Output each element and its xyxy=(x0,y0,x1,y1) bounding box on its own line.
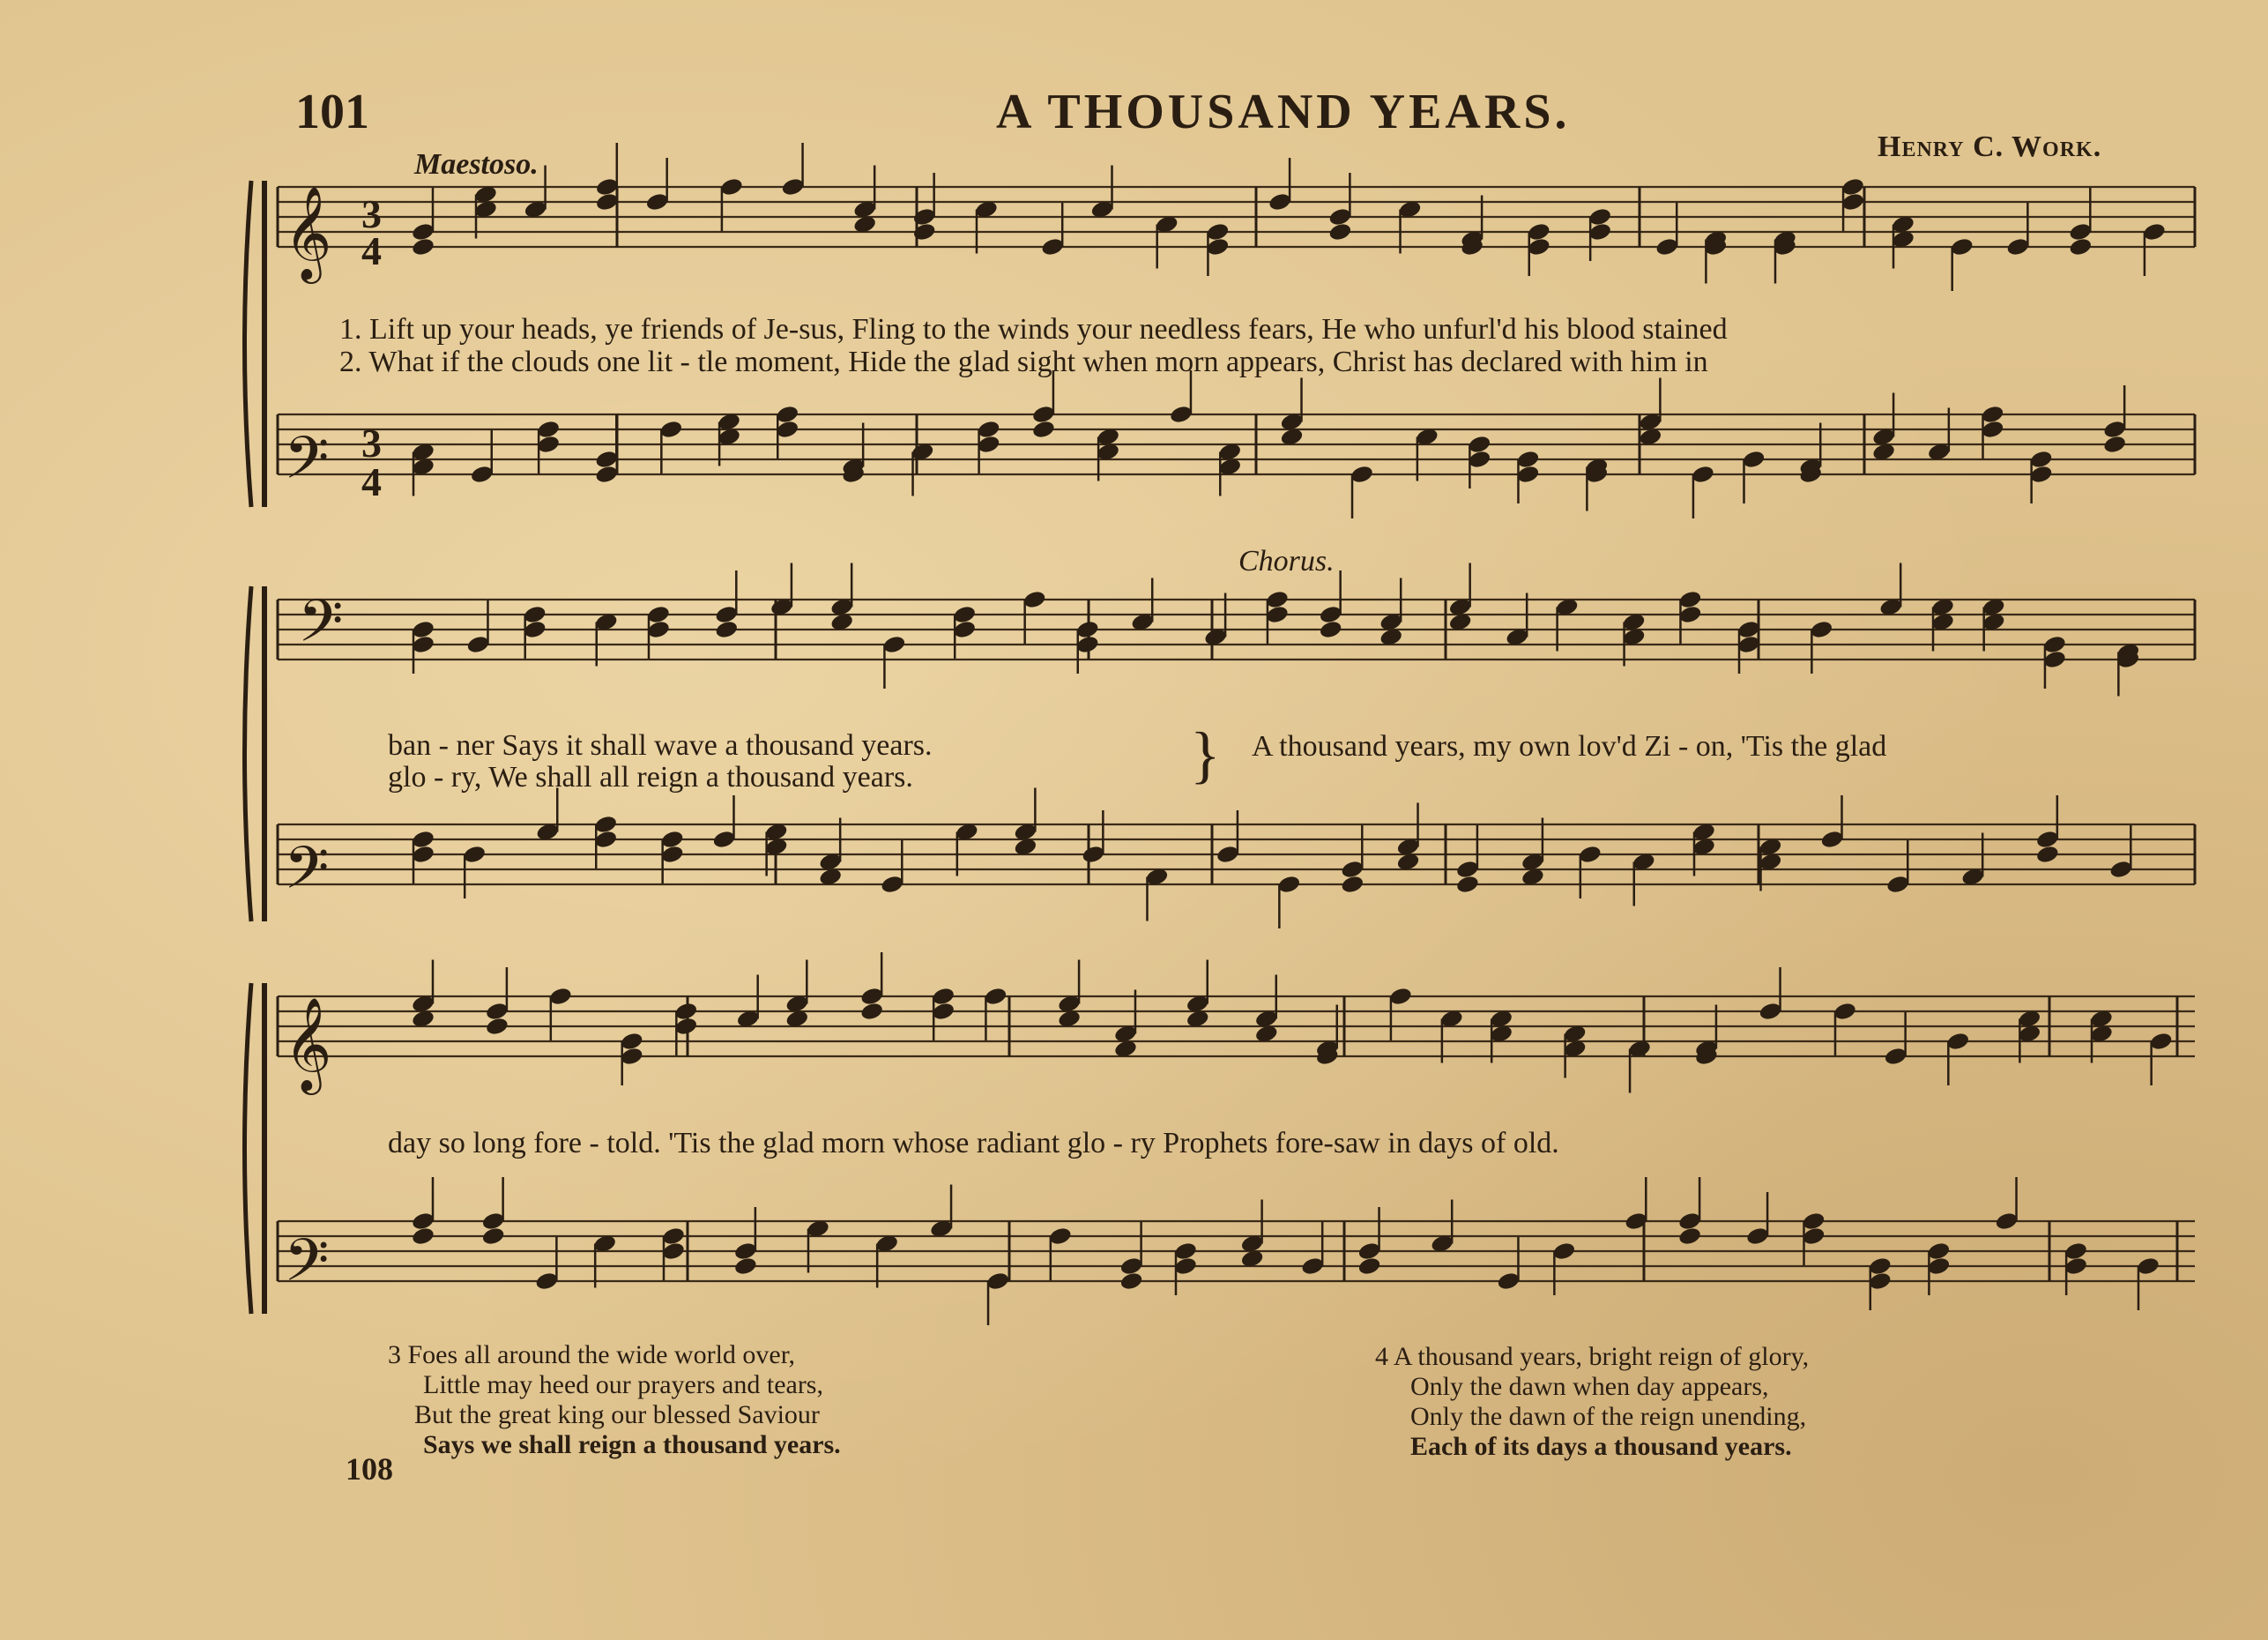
lyric-verse-1-cont: ban - ner Says it shall wave a thousand years. xyxy=(388,729,933,762)
footer-page-number: 108 xyxy=(346,1451,393,1487)
verse-brace: } xyxy=(1190,719,1221,790)
verse-3-line: Says we shall reign a thousand years. xyxy=(423,1430,841,1459)
note-head xyxy=(859,1001,884,1021)
svg-text:𝄞: 𝄞 xyxy=(284,185,332,280)
treble-clef-icon xyxy=(284,996,331,1095)
lyric-verse-2-cont: glo - ry, We shall all reign a thousand years. xyxy=(388,761,913,794)
composer-credit: Henry C. Work. xyxy=(1878,130,2102,163)
system-brace-curve xyxy=(245,181,252,507)
lyric-chorus-start: A thousand years, my own lov'd Zi - on, 'Tis the glad xyxy=(1252,730,1887,763)
note-head xyxy=(2068,236,2093,257)
verse-3 xyxy=(388,1340,841,1460)
verse-3-line: But the great king our blessed Saviour xyxy=(414,1400,820,1429)
note-head xyxy=(411,236,435,257)
note-head xyxy=(1340,874,1365,894)
verse-4 xyxy=(1375,1342,1809,1462)
lyric-chorus-end: day so long fore - told. 'Tis the glad morn whose radiant glo - ry Prophets fore-saw in days of old. xyxy=(388,1127,1559,1159)
note-head xyxy=(1319,619,1343,639)
verse-3-line: Little may heed our prayers and tears, xyxy=(423,1370,823,1399)
note-head xyxy=(714,619,739,639)
note-head xyxy=(1357,1256,1382,1276)
time-sig-bottom-bass: 4 xyxy=(361,459,382,504)
note-head xyxy=(1119,1271,1144,1291)
bass-clef-icon xyxy=(298,587,343,669)
verse-4-line: Only the dawn of the reign unending, xyxy=(1410,1402,1807,1431)
bass-clef-icon xyxy=(284,1226,329,1308)
note-head xyxy=(733,1256,758,1276)
svg-text:𝄢: 𝄢 xyxy=(284,834,330,916)
note-head xyxy=(481,1226,506,1246)
hymn-title: A THOUSAND YEARS. xyxy=(996,85,1571,139)
chorus-label: Chorus. xyxy=(1238,545,1335,578)
system-brace-curve xyxy=(245,983,252,1314)
verse-4-line: Only the dawn when day appears, xyxy=(1410,1372,1769,1401)
lyric-verse-2: 2. What if the clouds one lit - tle moment, Hide the glad sight when morn appears, Christ has declared with him in xyxy=(339,346,1708,378)
tempo-marking: Maestoso. xyxy=(414,148,539,181)
note-head xyxy=(2102,434,2127,454)
time-sig-bottom: 4 xyxy=(361,228,382,273)
treble-clef-icon xyxy=(284,185,331,284)
note-head xyxy=(594,464,619,484)
system-braces xyxy=(245,181,265,1314)
note-head xyxy=(1677,1226,1702,1246)
time-sig-top-bass: 3 xyxy=(361,421,382,466)
verse-4-line: 4 A thousand years, bright reign of glory, xyxy=(1375,1342,1810,1371)
note-head xyxy=(2035,844,2060,864)
page-number: 101 xyxy=(295,85,369,139)
system-brace-curve xyxy=(245,586,252,921)
svg-text:𝄢: 𝄢 xyxy=(298,587,344,669)
bass-clef-icon xyxy=(284,424,329,506)
note-head xyxy=(485,1016,509,1036)
time-sig-top: 3 xyxy=(361,191,382,236)
svg-text:𝄞: 𝄞 xyxy=(284,996,332,1091)
note-head xyxy=(1327,221,1352,242)
note-head xyxy=(411,1226,435,1246)
bass-clef-icon xyxy=(284,834,329,916)
lyric-verse-1: 1. Lift up your heads, ye friends of Je-sus, Fling to the winds your needless fears, He who unfurl'd his blood stained xyxy=(339,313,1728,346)
svg-text:𝄢: 𝄢 xyxy=(284,1226,330,1308)
verse-3-line: 3 Foes all around the wide world over, xyxy=(388,1340,796,1369)
note-head xyxy=(1455,874,1480,894)
svg-text:𝄢: 𝄢 xyxy=(284,424,330,506)
note-head xyxy=(1031,419,1056,439)
verse-4-line: Each of its days a thousand years. xyxy=(1410,1432,1792,1461)
